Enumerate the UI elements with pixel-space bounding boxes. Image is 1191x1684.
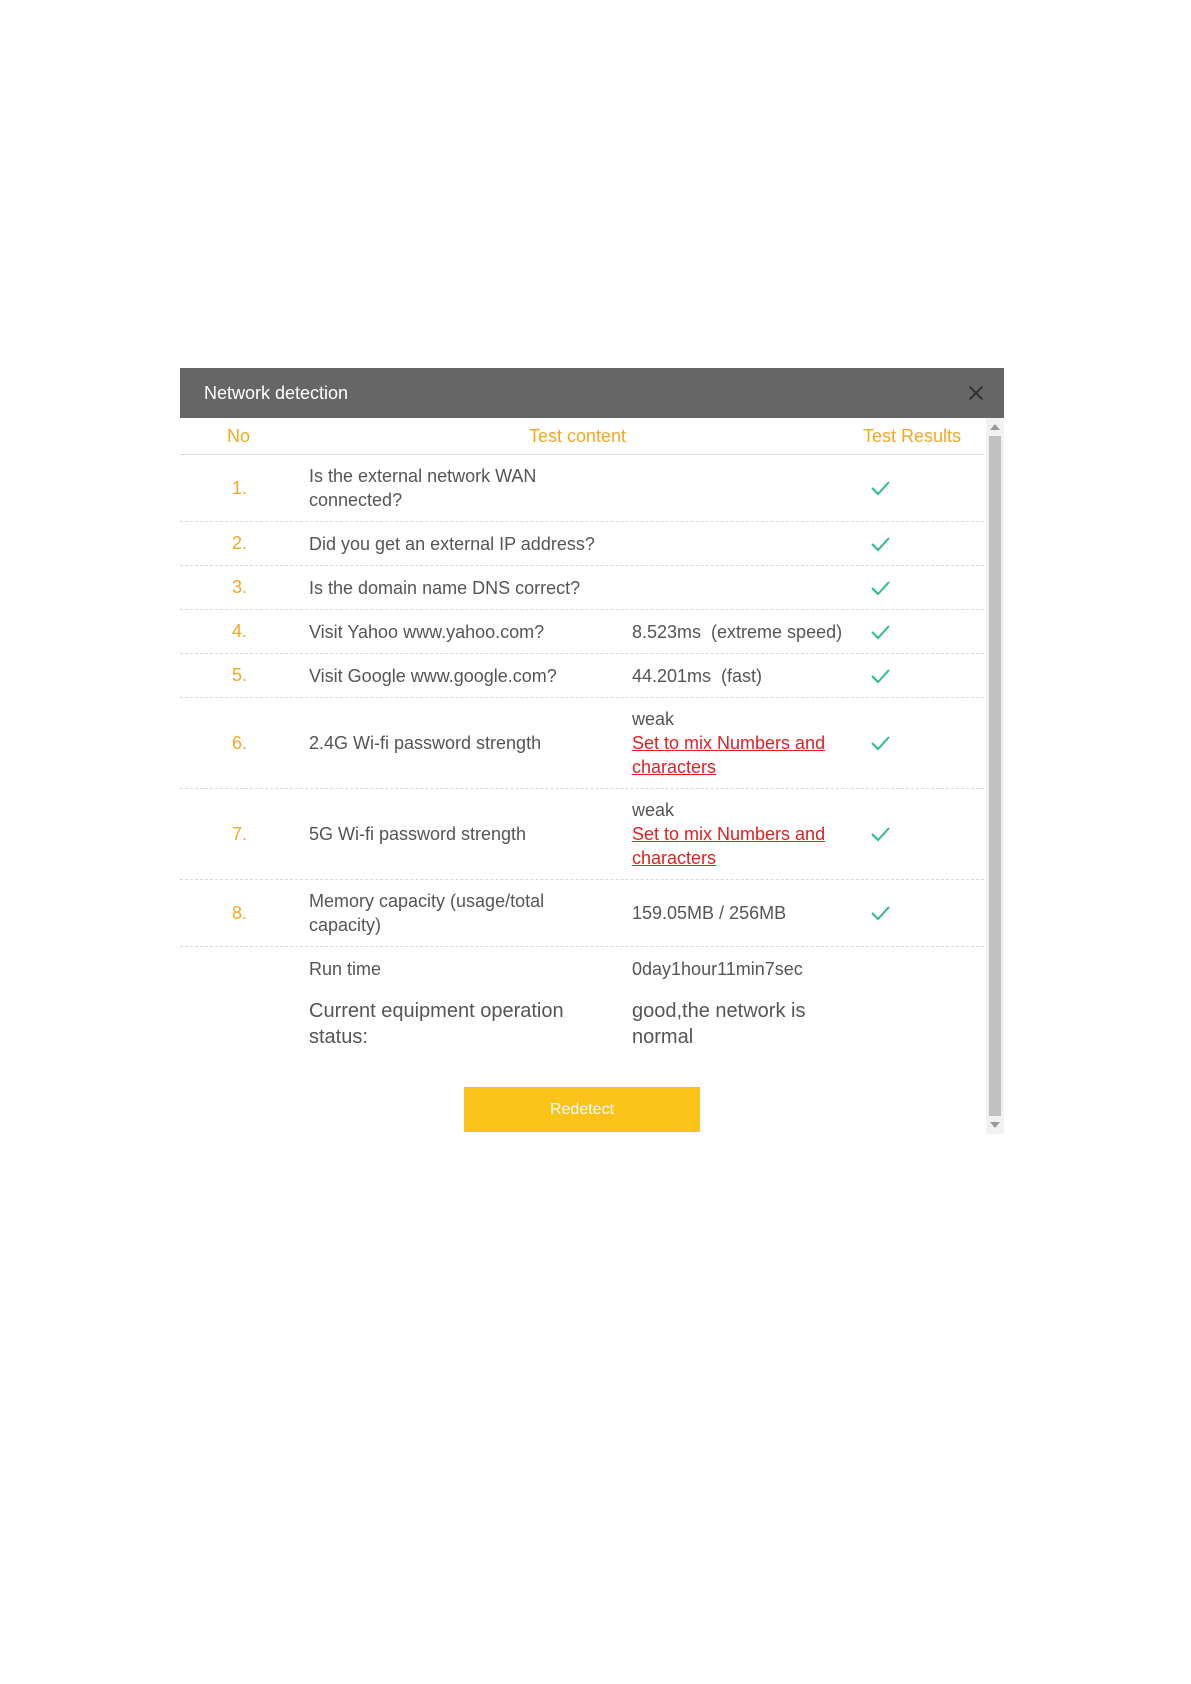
dialog-title: Network detection (204, 383, 349, 403)
vertical-scrollbar[interactable] (986, 418, 1004, 1134)
header-no: No (227, 426, 251, 446)
row-question: Did you get an external IP address? (309, 533, 595, 554)
row-value-text: 159.05MB / 256MB (632, 903, 787, 923)
row-result (870, 789, 900, 879)
row-value-text: 8.523ms (extreme speed) (632, 621, 843, 642)
table-row (180, 610, 984, 654)
run-time-value: 0day1hour11min7sec (632, 959, 803, 979)
table-row (180, 566, 984, 610)
row-question: Is the external network WAN connected? (309, 466, 537, 510)
row-question: 2.4G Wi-fi password strength (309, 733, 542, 753)
row-value (632, 654, 862, 697)
check-icon (870, 903, 890, 923)
row-value (632, 698, 862, 788)
row-result (870, 522, 900, 565)
row-result (870, 654, 900, 697)
row-result (870, 698, 900, 788)
row-result (870, 880, 900, 946)
row-number: 6. (232, 732, 248, 753)
row-question: Is the domain name DNS correct? (309, 577, 581, 598)
header-test-results: Test Results (863, 426, 962, 446)
table-row (180, 789, 984, 880)
table-header (180, 418, 984, 455)
check-icon (870, 478, 890, 498)
row-number: 8. (232, 902, 248, 923)
row-result (870, 566, 900, 609)
password-advice-link[interactable]: Set to mix Numbers and characters (632, 824, 826, 868)
password-advice-link[interactable]: Set to mix Numbers and characters (632, 733, 826, 777)
close-icon[interactable] (966, 383, 986, 403)
row-value-text: 44.201ms (fast) (632, 665, 763, 686)
row-number: 4. (232, 621, 248, 641)
row-number: 3. (232, 577, 248, 597)
redetect-button[interactable]: Redetect (464, 1087, 700, 1132)
network-detection-dialog (180, 368, 1004, 1134)
status-label: Current equipment operation status: (309, 1000, 564, 1048)
row-question: 5G Wi-fi password strength (309, 824, 527, 844)
table-row (180, 880, 984, 947)
table-row (180, 654, 984, 698)
check-icon (870, 578, 890, 598)
check-icon (870, 666, 890, 686)
check-icon (870, 534, 890, 554)
row-question: Memory capacity (usage/total capacity) (309, 891, 545, 935)
password-strength-text: weak (632, 800, 675, 820)
run-time-row (180, 947, 984, 991)
check-icon (870, 824, 890, 844)
row-number: 1. (232, 477, 248, 498)
table-row (180, 698, 984, 789)
row-number: 5. (232, 665, 248, 685)
row-result (870, 610, 900, 653)
dialog-content (180, 418, 984, 1134)
scroll-up-arrow-icon[interactable] (990, 424, 1000, 430)
table-row (180, 522, 984, 566)
row-value (632, 789, 862, 879)
table-row (180, 455, 984, 522)
check-icon (870, 733, 890, 753)
password-strength-text: weak (632, 709, 675, 729)
row-number: 2. (232, 533, 248, 553)
run-time-label: Run time (309, 959, 382, 979)
scroll-down-arrow-icon[interactable] (990, 1122, 1000, 1128)
status-value: good,the network is normal (632, 1000, 806, 1048)
status-row (180, 998, 984, 1058)
row-number: 7. (232, 823, 248, 844)
row-question: Visit Yahoo www.yahoo.com? (309, 621, 545, 642)
check-icon (870, 622, 890, 642)
row-value (632, 610, 862, 653)
header-test-content: Test content (529, 426, 627, 446)
scroll-thumb[interactable] (989, 436, 1001, 1116)
row-value (632, 880, 862, 946)
dialog-titlebar (180, 368, 1004, 418)
row-result (870, 455, 900, 521)
row-question: Visit Google www.google.com? (309, 665, 557, 686)
